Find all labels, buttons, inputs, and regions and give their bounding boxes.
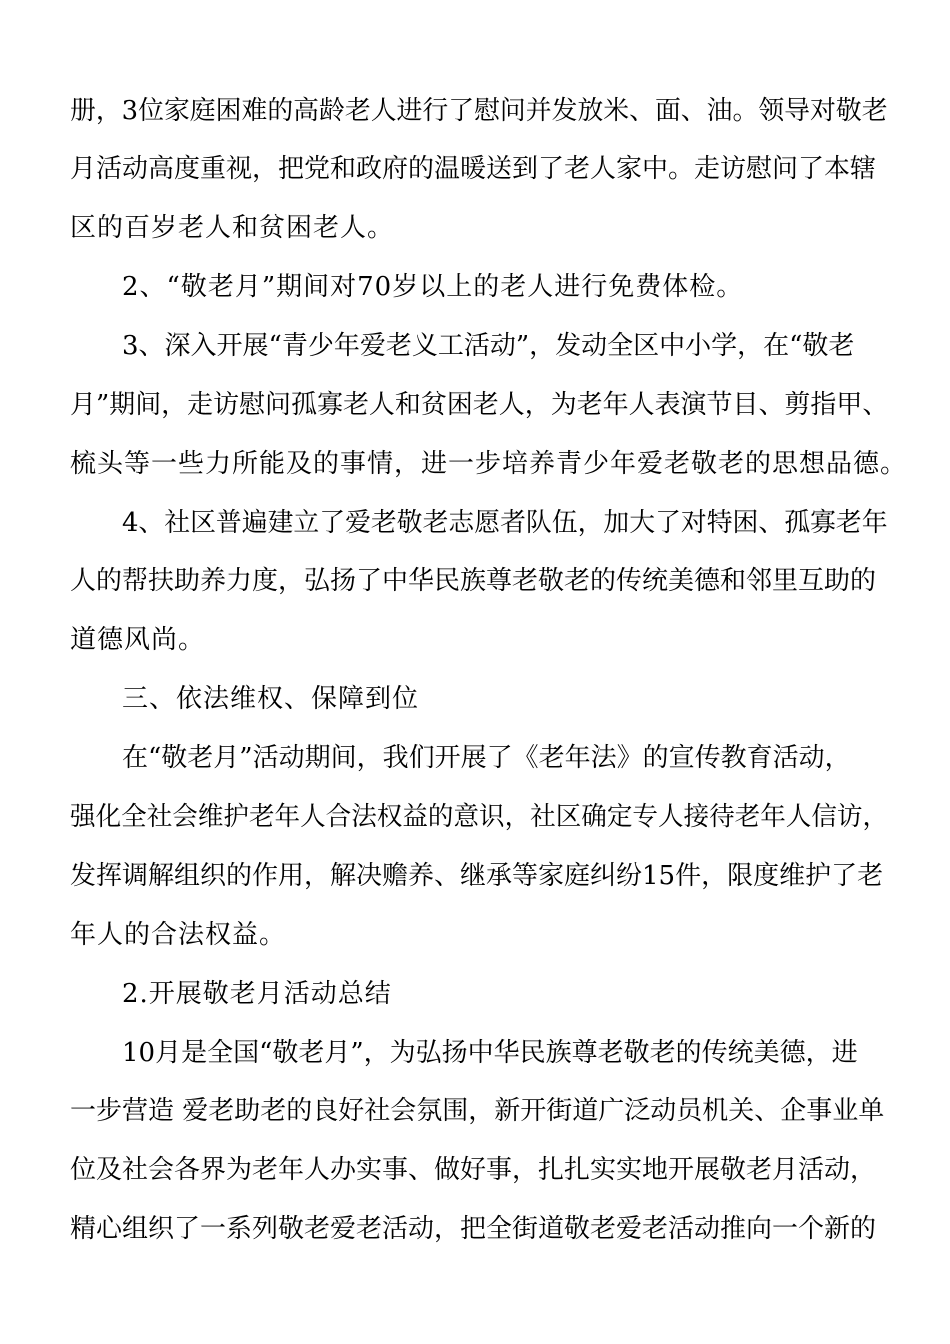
text-line: 年人的合法权益。 bbox=[70, 920, 287, 950]
text-line: 发挥调解组织的作用，解决赡养、继承等家庭纠纷15件，限度维护了老 bbox=[70, 861, 884, 891]
text-line: 梳头等一些力所能及的事情，进一步培养青少年爱老敬老的思想品德。 bbox=[70, 449, 908, 479]
section-heading: 三、依法维权、保障到位 bbox=[122, 684, 420, 714]
text-line: 区的百岁老人和贫困老人。 bbox=[70, 213, 395, 243]
text-line: 精心组织了一系列敬老爱老活动，把全街道敬老爱老活动推向一个新的 bbox=[70, 1214, 877, 1244]
text-line: 册，3位家庭困难的高龄老人进行了慰问并发放米、面、油。领导对敬老 bbox=[70, 96, 888, 126]
text-line: 一步营造 爱老助老的良好社会氛围，新开街道广泛动员机关、企事业单 bbox=[70, 1096, 885, 1126]
text-line: 强化全社会维护老年人合法权益的意识，社区确定专人接待老年人信访， bbox=[70, 802, 889, 832]
text-line: 月”期间，走访慰问孤寡老人和贫困老人，为老年人表演节目、剪指甲、 bbox=[70, 390, 889, 420]
text-line: 2、“敬老月”期间对70岁以上的老人进行免费体检。 bbox=[122, 272, 744, 302]
text-line: 人的帮扶助养力度，弘扬了中华民族尊老敬老的传统美德和邻里互助的 bbox=[70, 566, 877, 596]
text-line: 月活动高度重视，把党和政府的温暖送到了老人家中。走访慰问了本辖 bbox=[70, 154, 877, 184]
text-line: 3、深入开展“青少年爱老义工活动”，发动全区中小学，在“敬老 bbox=[122, 331, 855, 361]
text-line: 道德风尚。 bbox=[70, 625, 206, 655]
text-line: 在“敬老月”活动期间，我们开展了《老年法》的宣传教育活动， bbox=[122, 743, 851, 773]
text-line: 4、社区普遍建立了爱老敬老志愿者队伍，加大了对特困、孤寡老年 bbox=[122, 508, 888, 538]
text-line: 10月是全国“敬老月”，为弘扬中华民族尊老敬老的传统美德，进 bbox=[122, 1038, 858, 1068]
text-line: 位及社会各界为老年人办实事、做好事，扎扎实实地开展敬老月活动， bbox=[70, 1155, 877, 1185]
section-heading: 2.开展敬老月活动总结 bbox=[122, 979, 392, 1009]
